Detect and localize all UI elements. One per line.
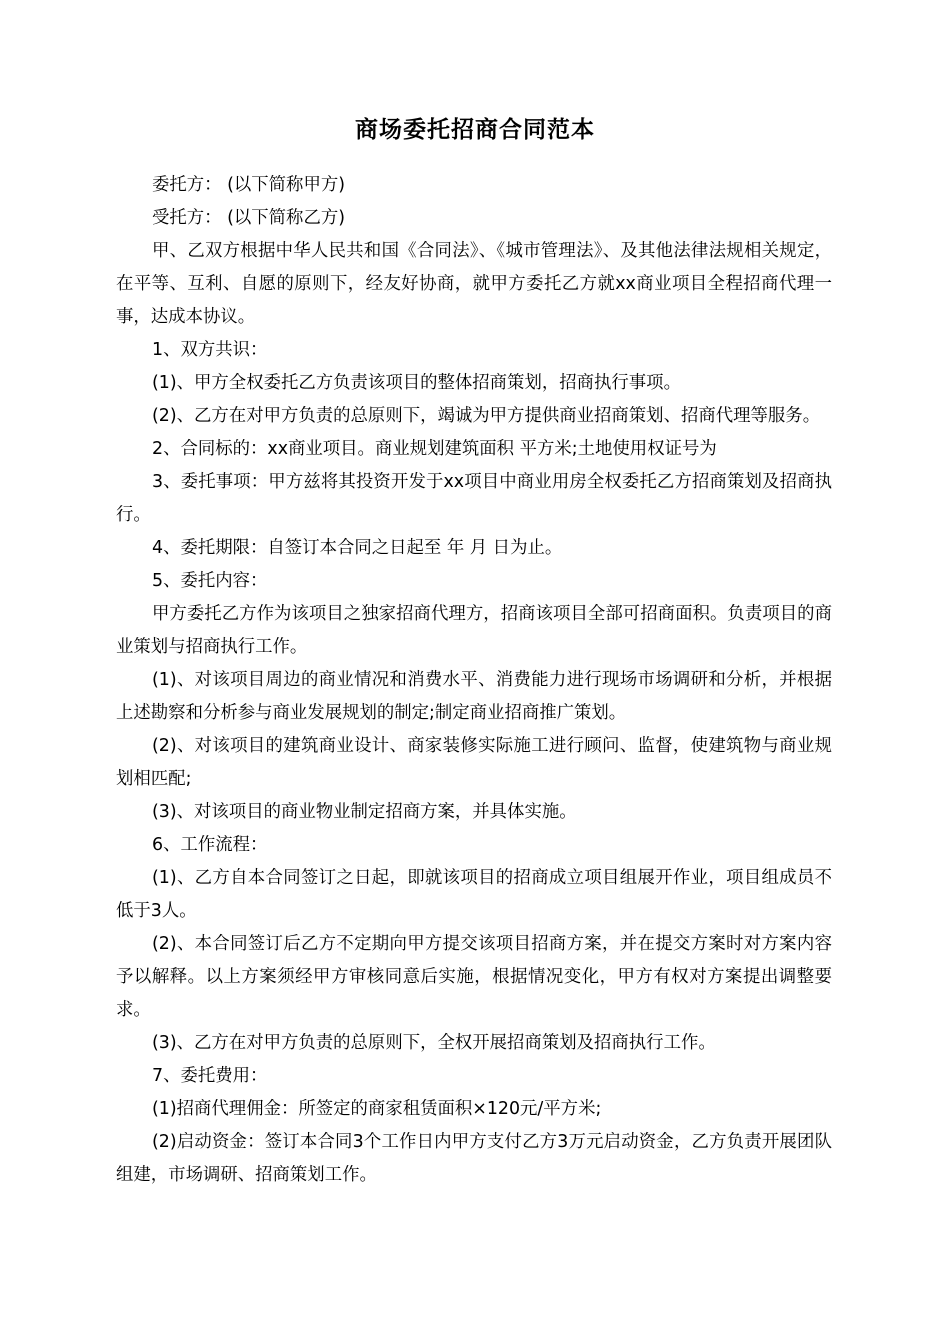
paragraph-consensus-1: (1)、甲方全权委托乙方负责该项目的整体招商策划，招商执行事项。 (152, 373, 681, 393)
section-heading-consensus: 1、双方共识： (152, 340, 268, 360)
paragraph-contract-subject: 2、合同标的：xx商业项目。商业规划建筑面积 平方米;土地使用权证号为 (152, 439, 717, 459)
paragraph-entrusting-party: 委托方： (以下简称甲方) (152, 175, 346, 195)
paragraph-exclusive-agent: 甲方委托乙方作为该项目之独家招商代理方，招商该项目全部可招商面积。负责项目的商业策划与招商执行工作。 (116, 604, 832, 657)
paragraph-content-1: (1)、对该项目周边的商业情况和消费水平、消费能力进行现场市场调研和分析，并根据上述勘察和分析参与商业发展规划的制定;制定商业招商推广策划。 (116, 670, 832, 723)
paragraph-content-3: (3)、对该项目的商业物业制定招商方案，并具体实施。 (152, 802, 577, 822)
paragraph-entrusted-matters: 3、委托事项：甲方兹将其投资开发于xx项目中商业用房全权委托乙方招商策划及招商执行。 (116, 472, 832, 525)
paragraph-entrusted-party: 受托方： (以下简称乙方) (152, 208, 346, 228)
paragraph-workflow-2: (2)、本合同签订后乙方不定期向甲方提交该项目招商方案，并在提交方案时对方案内容予以解释。以上方案须经甲方审核同意后实施，根据情况变化，甲方有权对方案提出调整要求。 (116, 934, 832, 1020)
section-heading-entrusted-content: 5、委托内容： (152, 571, 268, 591)
paragraph-workflow-3: (3)、乙方在对甲方负责的总原则下，全权开展招商策划及招商执行工作。 (152, 1033, 716, 1053)
paragraph-fees-commission: (1)招商代理佣金：所签定的商家租赁面积×120元/平方米; (152, 1099, 602, 1119)
paragraph-fees-startup: (2)启动资金：签订本合同3个工作日内甲方支付乙方3万元启动资金，乙方负责开展团队组建，市场调研、招商策划工作。 (116, 1132, 832, 1185)
paragraph-workflow-1: (1)、乙方自本合同签订之日起，即就该项目的招商成立项目组展开作业，项目组成员不低于3人。 (116, 868, 832, 921)
section-heading-workflow: 6、工作流程： (152, 835, 268, 855)
paragraph-consensus-2: (2)、乙方在对甲方负责的总原则下，竭诚为甲方提供商业招商策划、招商代理等服务。 (152, 406, 821, 426)
document-body (116, 169, 832, 1192)
section-heading-fees: 7、委托费用： (152, 1066, 268, 1086)
document-title: 商场委托招商合同范本 (355, 117, 595, 143)
paragraph-entrustment-period: 4、委托期限：自签订本合同之日起至 年 月 日为止。 (152, 538, 563, 558)
paragraph-content-2: (2)、对该项目的建筑商业设计、商家装修实际施工进行顾问、监督，使建筑物与商业规划相匹配; (116, 736, 832, 789)
paragraph-preamble: 甲、乙双方根据中华人民共和国《合同法》、《城市管理法》、及其他法律法规相关规定，在平等、互利、自愿的原则下，经友好协商，就甲方委托乙方就xx商业项目全程招商代理一事，达成本协议。 (116, 241, 832, 327)
